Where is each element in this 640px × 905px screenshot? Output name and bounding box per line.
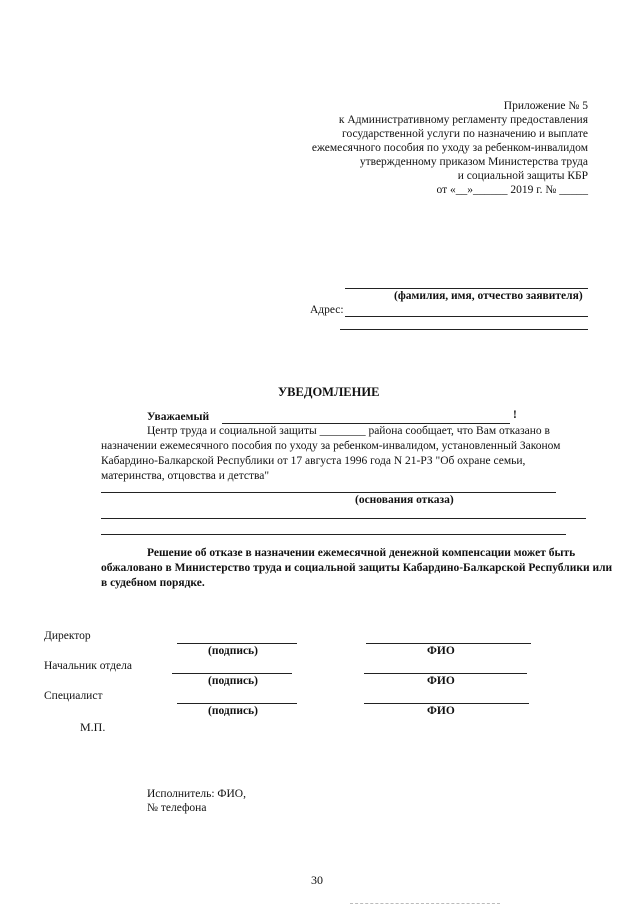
signature-role-head: Начальник отдела bbox=[44, 660, 132, 672]
reason-caption: (основания отказа) bbox=[355, 494, 454, 506]
signature-line-specialist bbox=[177, 703, 297, 704]
signature-role-director: Директор bbox=[44, 630, 91, 642]
salutation-name-line bbox=[222, 423, 510, 424]
notice-body-line-1: Центр труда и социальной защиты ________ района сообщает, что Вам отказано в bbox=[147, 425, 550, 437]
scan-edge-artifact bbox=[350, 903, 500, 904]
appendix-line-2: к Административному регламенту предоставления bbox=[338, 114, 588, 126]
name-line-director bbox=[366, 643, 531, 644]
address-line-1 bbox=[345, 316, 588, 317]
salutation-exclamation: ! bbox=[513, 409, 517, 421]
name-caption-head: ФИО bbox=[427, 675, 455, 687]
applicant-name-caption: (фамилия, имя, отчество заявителя) bbox=[394, 290, 583, 302]
name-line-head bbox=[364, 673, 527, 674]
appendix-date-line: от «__»______ 2019 г. № _____ bbox=[436, 184, 588, 196]
appendix-line-3: государственной услуги по назначению и выплате bbox=[342, 128, 588, 140]
name-caption-director: ФИО bbox=[427, 645, 455, 657]
appeal-line-2: обжаловано в Министерство труда и социальной защиты Кабардино-Балкарской Республики или bbox=[101, 562, 613, 574]
reason-line-3 bbox=[101, 534, 566, 535]
notice-body-line-4: материнства, отцовства и детства" bbox=[101, 470, 270, 482]
signature-caption-director: (подпись) bbox=[208, 645, 258, 657]
page-number: 30 bbox=[311, 873, 323, 887]
reason-line-2 bbox=[101, 518, 586, 519]
appeal-line-1: Решение об отказе в назначении ежемесячной денежной компенсации может быть bbox=[147, 547, 576, 559]
notice-title: УВЕДОМЛЕНИЕ bbox=[278, 385, 380, 399]
appendix-line-6: и социальной защиты КБР bbox=[457, 170, 588, 182]
appendix-number: Приложение № 5 bbox=[503, 100, 588, 112]
signature-line-director bbox=[177, 643, 297, 644]
signature-caption-specialist: (подпись) bbox=[208, 705, 258, 717]
salutation: Уважаемый bbox=[147, 411, 210, 423]
signature-line-head bbox=[172, 673, 292, 674]
appeal-line-3: в судебном порядке. bbox=[101, 577, 205, 589]
notice-body-line-3: Кабардино-Балкарской Республики от 17 августа 1996 года N 21-РЗ "Об охране семьи, bbox=[101, 455, 526, 467]
appendix-line-4: ежемесячного пособия по уходу за ребенком-инвалидом bbox=[311, 142, 588, 154]
address-label: Адрес: bbox=[310, 304, 344, 316]
executor-line-2: № телефона bbox=[147, 802, 207, 814]
signature-role-specialist: Специалист bbox=[44, 690, 103, 702]
executor-line-1: Исполнитель: ФИО, bbox=[147, 788, 246, 800]
reason-line-1 bbox=[101, 492, 556, 493]
address-line-2 bbox=[340, 329, 588, 330]
appendix-line-5: утвержденному приказом Министерства труда bbox=[359, 156, 588, 168]
signature-caption-head: (подпись) bbox=[208, 675, 258, 687]
notice-body-line-2: назначении ежемесячного пособия по уходу за ребенком-инвалидом, установленный Законом bbox=[101, 440, 561, 452]
name-caption-specialist: ФИО bbox=[427, 705, 455, 717]
name-line-specialist bbox=[364, 703, 529, 704]
applicant-name-line bbox=[345, 288, 588, 289]
seal-place: М.П. bbox=[80, 720, 106, 734]
